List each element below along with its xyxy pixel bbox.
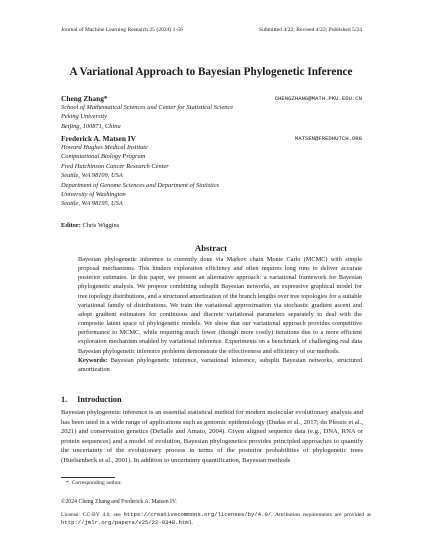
affiliation-line: Department of Genome Sciences and Department of Statistics xyxy=(61,181,220,189)
abstract-body xyxy=(78,255,362,374)
introduction-paragraph: Bayesian phylogenetic inference is an essential statistical method for modern molecular evolutionary analysis and has been used in a wide range of applications such as genomic epidemiology (Dudas et al., 2017; du Plessis et al., 2021) and conservation genetics (DeSalle and Amato, 2004). Given aligned sequence data (e.g., DNA, RNA or protein sequences) and a model of evolution, Bayesian phylogenetics provides principled approaches to quantify the uncertainty of the evolutionary process in terms of the posterior probabilities of phylogenetic trees (Huelsenbeck et al., 2001). In addition to uncertainty quantification, Bayesian methods xyxy=(61,409,363,464)
author-email-2[interactable]: MATSEN@FREDHUTCH.ORG xyxy=(294,135,362,142)
license-suffix: . xyxy=(191,520,194,527)
author-email-1[interactable]: CHENGZHANG@MATH.PKU.EDU.CN xyxy=(274,95,362,102)
section-heading xyxy=(61,395,132,404)
editor-name: Chris Wiggins xyxy=(82,222,120,229)
footnote: *. Corresponding author. xyxy=(66,480,122,486)
journal-header: Journal of Machine Learning Research 25 (2024) 1-56 xyxy=(61,27,183,33)
affiliation-line: Fred Hutchinson Cancer Research Center xyxy=(61,162,169,170)
keywords-label: Keywords: xyxy=(78,356,108,364)
abstract-text: Bayesian phylogenetic inference is currently done via Markov chain Monte Carlo (MCMC) with simple proposal mechanisms. This hinders exploration efficiency and often requires long runs to deliver accurate posterior estimates. In this paper, we present an alternative approach: a variational framework for Bayesian phylogenetic analysis. We propose combining subsplit Bayesian networks, an expressive graphical model for tree topology distributions, and a structured amortization of the branch lengths over tree topologies for a suitable variational family of distributions. We train the variational approximation via stochastic gradient ascent and adopt gradient estimators for continuous and discrete variational parameters separately to deal with the composite latent space of phylogenetic models. We show that our variational approach provides competitive performance to MCMC, while requiring much fewer (though more costly) iterations due to a more efficient exploration mechanism enabled by variational inference. Experiments on a benchmark of challenging real data Bayesian phylogenetic inference problems demonstrate the effectiveness and efficiency of our methods. xyxy=(78,256,362,355)
affiliation-line: University of Washington xyxy=(61,191,126,199)
affiliation-line: Seattle, WA 98109, USA xyxy=(61,172,123,180)
author-affiliation-1 xyxy=(61,103,233,131)
author-affiliation-2 xyxy=(61,143,219,209)
affiliation-line: Peking University xyxy=(61,113,107,121)
paper-link[interactable]: http://jmlr.org/papers/v25/22-0348.html xyxy=(61,519,192,527)
affiliation-line: Computational Biology Program xyxy=(61,153,146,161)
affiliation-line: Seattle, WA 98195, USA xyxy=(61,200,123,208)
author-name-2: Frederick A. Matsen IV xyxy=(61,134,136,143)
editor-line xyxy=(61,222,119,229)
editor-label: Editor: xyxy=(61,222,81,229)
affiliation-line: School of Mathematical Sciences and Center for Statistical Science xyxy=(61,104,234,111)
paper-title: A Variational Approach to Bayesian Phylogenetic Inference xyxy=(69,66,353,78)
submission-dates: Submitted 4/22; Revised 4/23; Published 5/24 xyxy=(258,27,362,33)
abstract-heading: Abstract xyxy=(195,243,227,253)
affiliation-line: Beijing, 100871, China xyxy=(61,122,121,130)
author-name-1: Cheng Zhang* xyxy=(61,94,108,103)
keywords-text: Bayesian phylogenetic inference, variational inference, subsplit Bayesian networks, structured amortization xyxy=(78,356,363,373)
section-number: 1. xyxy=(61,395,68,404)
affiliation-line: Howard Hughes Medical Institute xyxy=(61,144,148,151)
license-prefix: License: CC-BY 4.0, see xyxy=(61,512,124,518)
footnote-divider xyxy=(61,477,115,478)
section-title: Introduction xyxy=(77,395,122,404)
license-link[interactable]: https://creativecommons.org/licenses/by/4.0/ xyxy=(123,511,272,518)
license-middle: . Attribution requirements are provided at xyxy=(271,512,371,518)
license-notice xyxy=(61,511,371,528)
copyright-notice: ©2024 Cheng Zhang and Frederick A. Matsen IV. xyxy=(61,499,177,505)
